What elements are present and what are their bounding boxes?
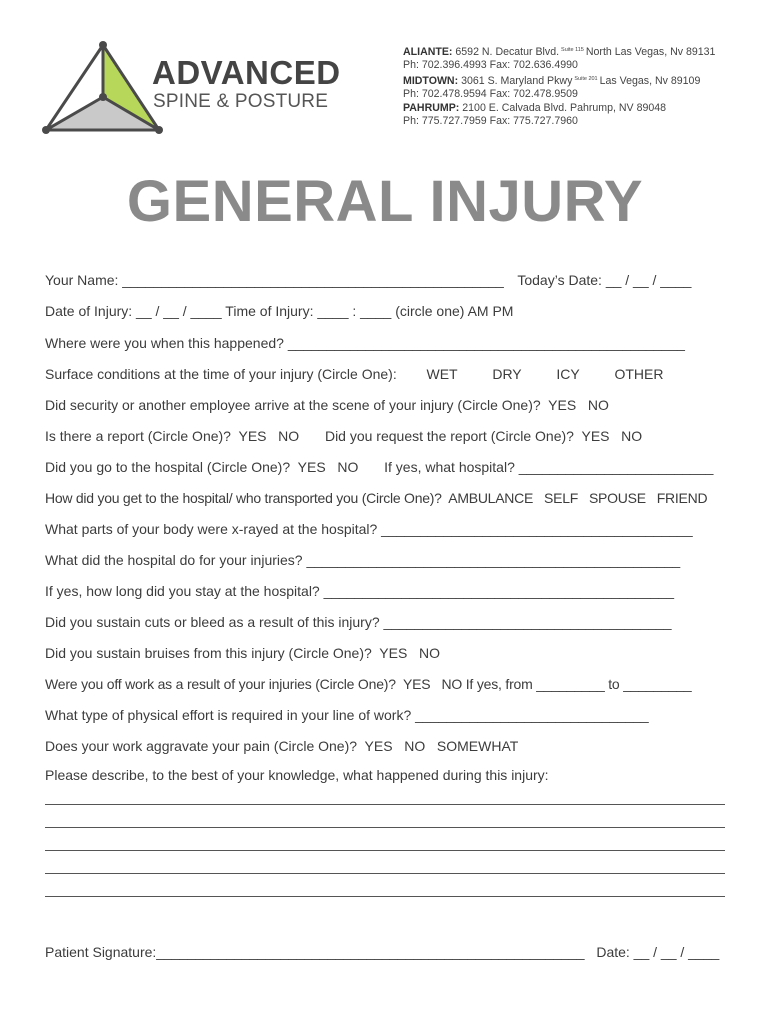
field-bruises[interactable] xyxy=(45,644,440,662)
field-off-work[interactable] xyxy=(45,675,691,693)
signature-row[interactable] xyxy=(45,943,719,961)
signature-field[interactable]: Patient Signature:_______________________________________________________ xyxy=(45,944,585,960)
field-label: Did you sustain cuts or bleed as a result of this injury? _____________________________________ xyxy=(45,614,672,630)
location-aliante xyxy=(403,44,715,72)
location-city: Las Vegas, Nv 89109 xyxy=(599,75,701,87)
field-label: What parts of your body were x-rayed at the hospital? ________________________________________ xyxy=(45,521,693,537)
field-label: Today’s Date: __ / __ / ____ xyxy=(517,272,692,288)
signature-date-field[interactable]: Date: __ / __ / ____ xyxy=(596,944,720,960)
field-security-arrived[interactable] xyxy=(45,396,609,414)
field-options[interactable]: WET DRY ICY OTHER xyxy=(426,366,664,382)
field-label: Were you off work as a result of your injuries (Circle One)? YES NO If yes, from _________ to _________ xyxy=(45,676,692,692)
field-report[interactable] xyxy=(45,427,642,445)
field-xray[interactable] xyxy=(45,520,693,538)
field-label: What type of physical effort is required in your line of work? ______________________________ xyxy=(45,707,649,723)
brand-name: ADVANCED xyxy=(152,54,341,91)
field-label: If yes, what hospital? _________________________ xyxy=(384,459,714,475)
field-cuts[interactable] xyxy=(45,613,672,631)
field-hospital[interactable] xyxy=(45,458,713,476)
description-line[interactable] xyxy=(45,850,725,851)
field-transport[interactable] xyxy=(45,489,707,507)
location-phones: Ph: 702.396.4993 Fax: 702.636.4990 xyxy=(403,59,578,71)
field-label: Your Name: _________________________________________________ xyxy=(45,272,504,288)
location-phones: Ph: 702.478.9594 Fax: 702.478.9509 xyxy=(403,88,578,100)
description-line[interactable] xyxy=(45,804,725,805)
brand-tagline: SPINE & POSTURE xyxy=(153,91,329,112)
field-describe xyxy=(45,766,549,784)
field-label: Where were you when this happened? ___________________________________________________ xyxy=(45,335,685,351)
field-label: Please describe, to the best of your knowledge, what happened during this injury: xyxy=(45,767,549,783)
field-label: How did you get to the hospital/ who transported you (Circle One)? AMBULANCE SELF SPOUSE FRIEND xyxy=(45,490,708,506)
field-label: Did you request the report (Circle One)? YES NO xyxy=(324,428,643,444)
location-city: North Las Vegas, Nv 89131 xyxy=(585,46,716,58)
location-street: 6592 N. Decatur Blvd. xyxy=(455,46,560,58)
field-hospital-treatment[interactable] xyxy=(45,551,680,569)
field-label: Date of Injury: __ / __ / ____ Time of Injury: ____ : ____ (circle one) AM PM xyxy=(45,303,514,319)
location-suite: Suite 201 xyxy=(574,76,598,82)
location-street: 2100 E. Calvada Blvd. Pahrump, NV 89048 xyxy=(462,102,667,114)
field-hospital-stay[interactable] xyxy=(45,582,674,600)
description-line[interactable] xyxy=(45,873,725,874)
field-label: What did the hospital do for your injuries? ________________________________________________ xyxy=(45,552,681,568)
field-label: Is there a report (Circle One)? YES NO xyxy=(45,428,300,444)
field-label: If yes, how long did you stay at the hospital? _____________________________________________ xyxy=(45,583,674,599)
location-midtown xyxy=(403,73,700,101)
field-name-date[interactable] xyxy=(45,271,691,289)
field-label: Did you sustain bruises from this injury (Circle One)? YES NO xyxy=(45,645,440,661)
location-name: MIDTOWN: xyxy=(403,75,459,87)
field-label: Did you go to the hospital (Circle One)? YES NO xyxy=(45,459,359,475)
location-suite: Suite 115 xyxy=(561,47,584,53)
location-name: ALIANTE: xyxy=(403,46,453,58)
location-phones: Ph: 775.727.7959 Fax: 775.727.7960 xyxy=(403,115,578,127)
description-line[interactable] xyxy=(45,896,725,897)
location-name: PAHRUMP: xyxy=(403,102,460,114)
field-label: Did security or another employee arrive at the scene of your injury (Circle One)? YES NO xyxy=(45,397,609,413)
field-location[interactable] xyxy=(45,334,685,352)
field-physical-effort[interactable] xyxy=(45,706,649,724)
field-injury-date-time[interactable] xyxy=(45,302,513,320)
location-pahrump xyxy=(403,102,666,128)
location-street: 3061 S. Maryland Pkwy xyxy=(461,75,573,87)
field-label: Does your work aggravate your pain (Circle One)? YES NO SOMEWHAT xyxy=(45,738,519,754)
field-surface-conditions[interactable] xyxy=(45,365,664,383)
description-line[interactable] xyxy=(45,827,725,828)
field-label: Surface conditions at the time of your injury (Circle One): xyxy=(45,366,397,382)
field-aggravate-pain[interactable] xyxy=(45,737,518,755)
form-title: GENERAL INJURY xyxy=(126,169,644,234)
